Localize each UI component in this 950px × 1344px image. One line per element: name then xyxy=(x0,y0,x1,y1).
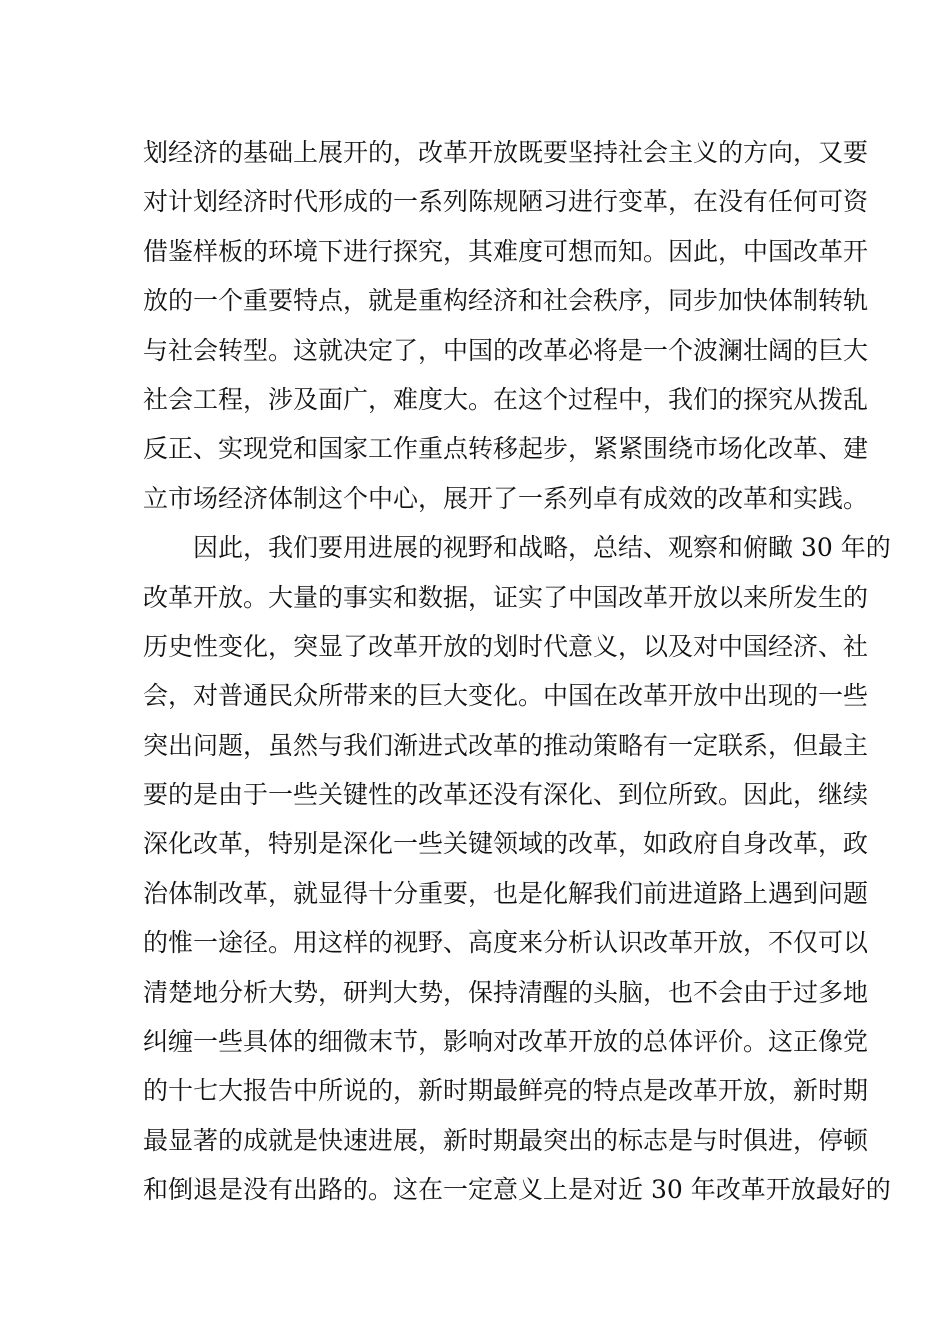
text-line: 放的一个重要特点，就是重构经济和社会秩序，同步加快体制转轨 xyxy=(143,286,869,316)
body-text xyxy=(143,128,891,1215)
text-line: 要的是由于一些关键性的改革还没有深化、到位所致。因此，继续 xyxy=(143,780,869,810)
text-line: 的十七大报告中所说的，新时期最鲜亮的特点是改革开放，新时期 xyxy=(143,1076,869,1106)
text-line: 清楚地分析大势，研判大势，保持清醒的头脑，也不会由于过多地 xyxy=(143,977,869,1007)
text-line: 划经济的基础上展开的，改革开放既要坚持社会主义的方向，又要 xyxy=(143,138,869,167)
text-line: 深化改革，特别是深化一些关键领域的改革，如政府自身改革，政 xyxy=(143,829,869,859)
text-line: 与社会转型。这就决定了，中国的改革必将是一个波澜壮阔的巨大 xyxy=(143,335,869,365)
text-line: 突出问题，虽然与我们渐进式改革的推动策略有一定联系，但最主 xyxy=(143,730,869,760)
text-line: 和倒退是没有出路的。这在一定意义上是对近 30 年改革开放最好的 xyxy=(143,1175,891,1205)
paragraph xyxy=(143,523,891,1214)
text-line: 借鉴样板的环境下进行探究，其难度可想而知。因此，中国改革开 xyxy=(143,236,869,266)
text-line: 反正、实现党和国家工作重点转移起步，紧紧围绕市场化改革、建 xyxy=(143,434,869,464)
text-line: 社会工程，涉及面广，难度大。在这个过程中，我们的探究从拨乱 xyxy=(143,384,869,414)
paragraph xyxy=(143,128,869,523)
text-line: 治体制改革，就显得十分重要，也是化解我们前进道路上遇到问题 xyxy=(143,878,869,908)
text-line: 最显著的成就是快速进展，新时期最突出的标志是与时俱进，停顿 xyxy=(143,1125,869,1155)
text-line: 因此，我们要用进展的视野和战略，总结、观察和俯瞰 30 年的 xyxy=(193,533,891,563)
text-line: 改革开放。大量的事实和数据，证实了中国改革开放以来所发生的 xyxy=(143,582,869,612)
text-line: 对计划经济时代形成的一系列陈规陋习进行变革，在没有任何可资 xyxy=(143,187,869,217)
text-line: 纠缠一些具体的细微末节，影响对改革开放的总体评价。这正像党 xyxy=(143,1027,869,1057)
text-line: 的惟一途径。用这样的视野、高度来分析认识改革开放，不仅可以 xyxy=(143,928,869,958)
text-line: 立市场经济体制这个中心，展开了一系列卓有成效的改革和实践。 xyxy=(143,483,869,513)
text-line: 历史性变化，突显了改革开放的划时代意义，以及对中国经济、社 xyxy=(143,631,869,661)
text-line: 会，对普通民众所带来的巨大变化。中国在改革开放中出现的一些 xyxy=(143,681,869,711)
